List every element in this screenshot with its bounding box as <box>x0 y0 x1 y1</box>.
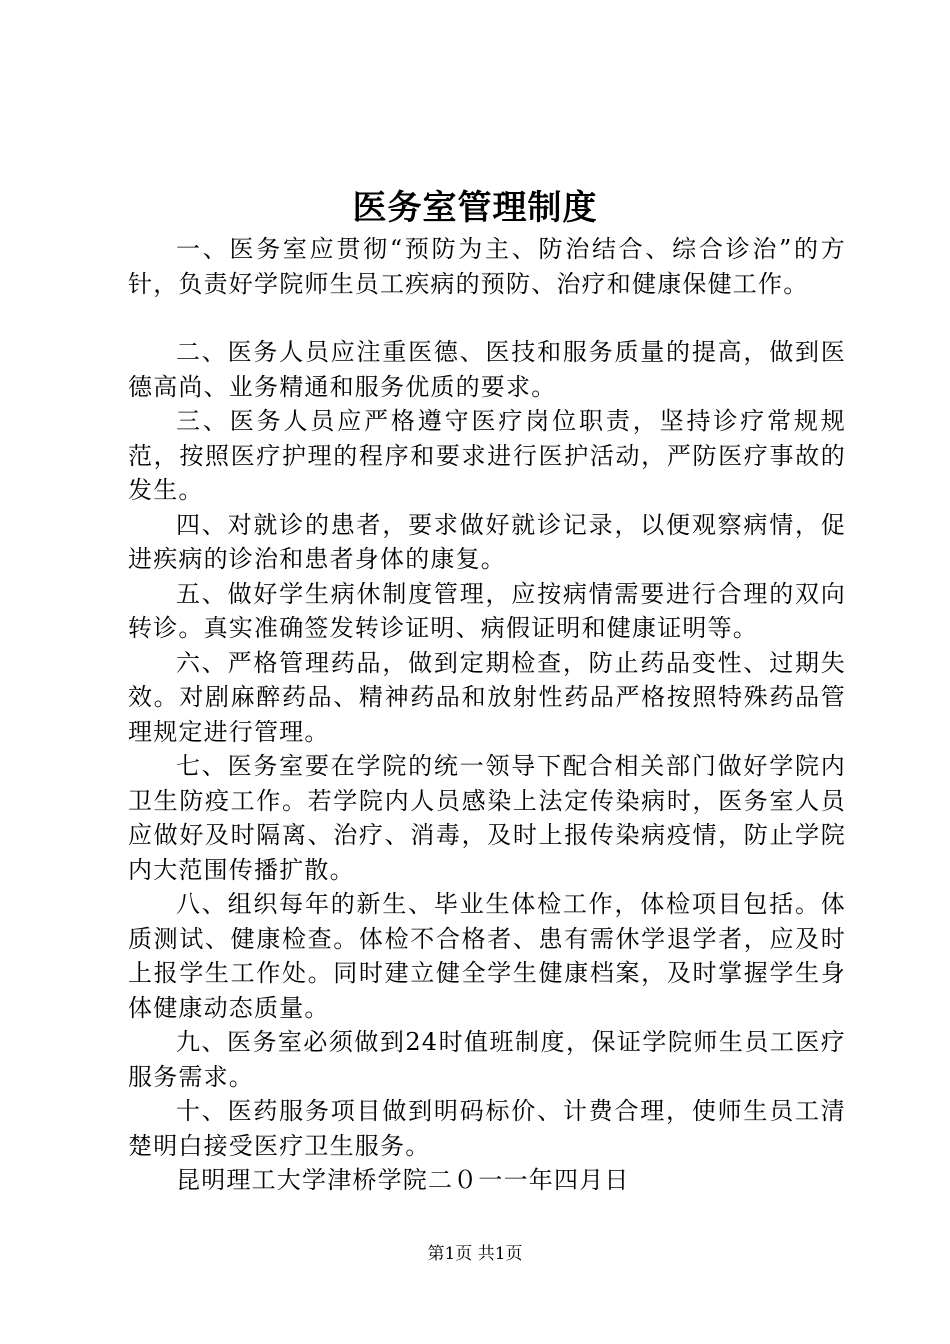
paragraph-10: 十、医药服务项目做到明码标价、计费合理，使师生员工清楚明白接受医疗卫生服务。 <box>128 1097 846 1160</box>
paragraph-2: 二、医务人员应注重医德、医技和服务质量的提高，做到医德高尚、业务精通和服务优质的要求。 <box>128 338 846 401</box>
paragraph-4: 四、对就诊的患者，要求做好就诊记录，以便观察病情，促进疾病的诊治和患者身体的康复。 <box>128 510 846 573</box>
paragraph-1: 一、医务室应贯彻“预防为主、防治结合、综合诊治”的方针，负责好学院师生员工疾病的预防、治疗和健康保健工作。 <box>128 235 846 298</box>
page-number-footer: 第1页 共1页 <box>427 1244 523 1264</box>
paragraph-3: 三、医务人员应严格遵守医疗岗位职责，坚持诊疗常规规范，按照医疗护理的程序和要求进行医护活动，严防医疗事故的发生。 <box>128 407 846 504</box>
document-body <box>128 232 846 1198</box>
document-title: 医务室管理制度 <box>352 188 598 228</box>
paragraph-7: 七、医务室要在学院的统一领导下配合相关部门做好学院内卫生防疫工作。若学院内人员感染上法定传染病时，医务室人员应做好及时隔离、治疗、消毒，及时上报传染病疫情，防止学院内大范围传播扩散。 <box>128 752 846 884</box>
signature-line: 昆明理工大学津桥学院二０一一年四月日 <box>176 1166 630 1194</box>
paragraph-6: 六、严格管理药品，做到定期检查，防止药品变性、过期失效。对剧麻醉药品、精神药品和放射性药品严格按照特殊药品管理规定进行管理。 <box>128 648 846 746</box>
paragraph-8: 八、组织每年的新生、毕业生体检工作，体检项目包括。体质测试、健康检查。体检不合格者、患有需休学退学者，应及时上报学生工作处。同时建立健全学生健康档案，及时掌握学生身体健康动态质量。 <box>128 890 846 1022</box>
paragraph-9: 九、医务室必须做到24时值班制度，保证学院师生员工医疗服务需求。 <box>128 1028 846 1091</box>
paragraph-5: 五、做好学生病休制度管理，应按病情需要进行合理的双向转诊。真实准确签发转诊证明、病假证明和健康证明等。 <box>128 579 846 642</box>
